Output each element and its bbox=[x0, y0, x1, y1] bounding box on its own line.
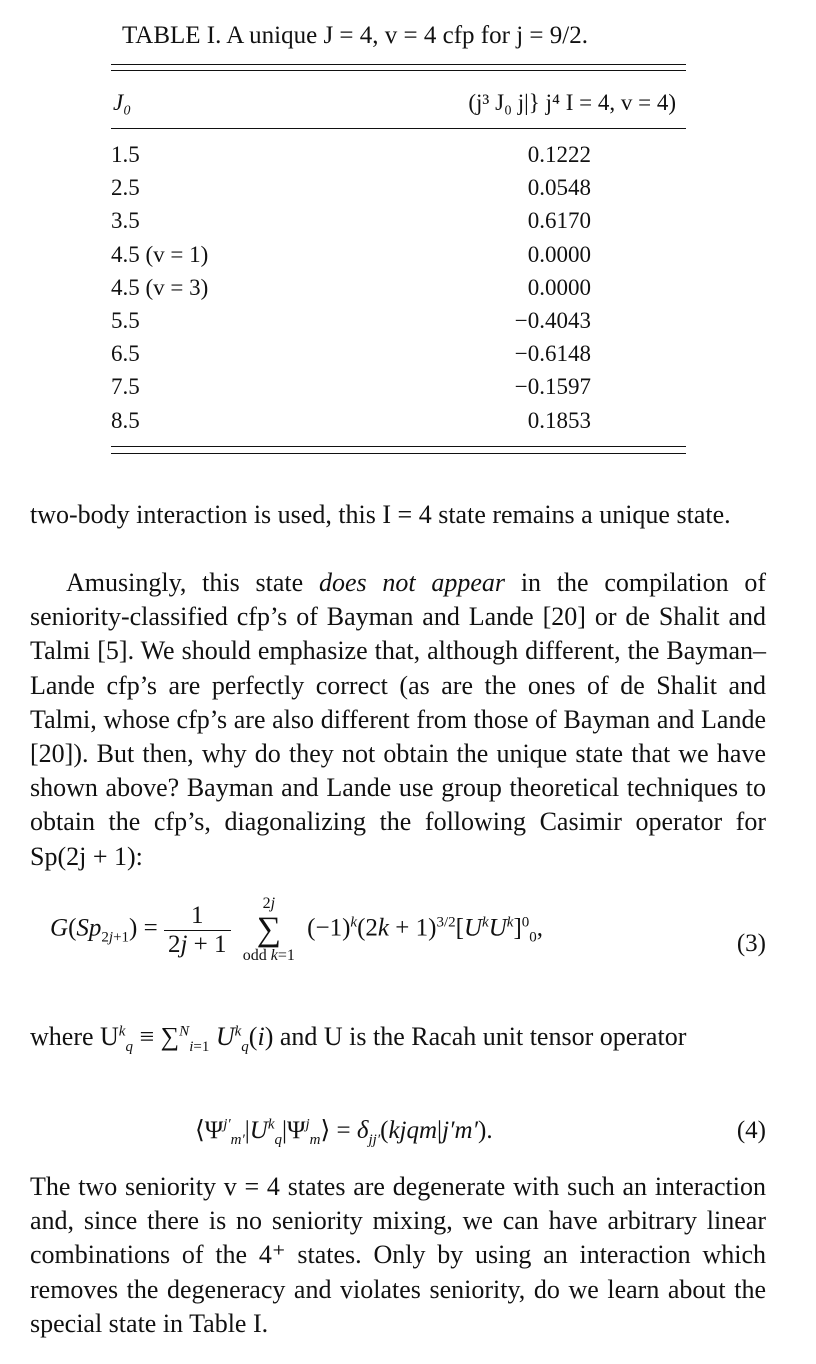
cfp-cell: 0.6170 bbox=[527, 208, 591, 234]
paragraph-1: two-body interaction is used, this I = 4 state remains a unique state. bbox=[30, 500, 731, 529]
table-bottom-rule-2 bbox=[111, 453, 686, 454]
cfp-cell: −0.4043 bbox=[514, 307, 591, 333]
table-row bbox=[111, 408, 591, 441]
j0-cell: 2.5 bbox=[111, 175, 140, 201]
cfp-cell: 0.0000 bbox=[527, 241, 591, 267]
j0-cell: 7.5 bbox=[111, 374, 140, 400]
cfp-cell: −0.6148 bbox=[514, 341, 591, 367]
equation-3-number: (3) bbox=[736, 930, 766, 957]
j0-cell: 6.5 bbox=[111, 341, 140, 367]
table-caption: TABLE I. A unique J = 4, v = 4 cfp for j = 9/2. bbox=[122, 22, 588, 49]
table-row bbox=[111, 308, 591, 341]
j0-cell: 4.5 (v = 3) bbox=[111, 274, 209, 300]
paragraph-4: The two seniority v = 4 states are degenerate with such an interaction and, since there is no seniority mixing, we can have arbitrary linear combinations of the 4⁺ states. Only by using an interaction which removes the degeneracy and violates seniority, do we learn about the special state in Table I. bbox=[30, 1172, 766, 1338]
j0-cell: 8.5 bbox=[111, 407, 140, 433]
table-header-rule bbox=[111, 128, 686, 129]
table-row bbox=[111, 175, 591, 208]
table-row bbox=[111, 208, 591, 241]
table-top-rule-2 bbox=[111, 70, 686, 71]
j0-cell: 4.5 (v = 1) bbox=[111, 241, 209, 267]
j0-cell: 5.5 bbox=[111, 307, 140, 333]
table-row bbox=[111, 275, 591, 308]
equation-3: $G(Sp_{2j+1})$ = $\frac{1}{2j + 1}$ 2j ∑ odd k=1 $(-1)^k(2k + 1)^{3/2}[U^kU^k]^0_0$, bbox=[50, 895, 544, 964]
table-row bbox=[111, 374, 591, 407]
equation-4: $⟨\Psi^{j'}_{m'}|U^k_q|\Psi^j_m⟩$ = $\delta_{jj'}(kjqm|j'm')$. bbox=[195, 1116, 493, 1148]
paragraph-2: Amusingly, this state does not appear in the compilation of seniority-classified cfp’s of Bayman and Lande [20] or de Shalit and Talmi [5]. We should emphasize that, although different, the Bayman–Lande cfp’s are perfectly correct (as are the ones of de Shalit and Talmi, whose cfp’s are also different from those of Bayman and Lande [20]). But then, why do they not obtain the unique state that we have shown above? Bayman and Lande use group theoretical techniques to obtain the cfp’s, diagonalizing the following Casimir operator for Sp(2j + 1): bbox=[30, 568, 767, 871]
paragraph-3: where $U^k_q \equiv \sum^N_{i=1}$ $U^k_q(i)$ and U is the Racah unit tensor operator bbox=[30, 1022, 687, 1056]
table-row bbox=[111, 242, 591, 275]
column-header-j0: J₀ bbox=[113, 90, 132, 115]
equation-4-number: (4) bbox=[736, 1117, 766, 1144]
cfp-cell: 0.0548 bbox=[527, 175, 591, 201]
cfp-cell: 0.1853 bbox=[527, 407, 591, 433]
table-row bbox=[111, 142, 591, 175]
j0-cell: 1.5 bbox=[111, 142, 140, 167]
table-bottom-rule-1 bbox=[111, 446, 686, 447]
table-top-rule-1 bbox=[111, 64, 686, 65]
emphasis: does not appear bbox=[318, 568, 506, 597]
column-header-cfp: (j³ J₀ j|} j⁴ I = 4, v = 4) bbox=[468, 90, 676, 115]
cfp-cell: −0.1597 bbox=[514, 374, 591, 400]
cfp-cell: 0.0000 bbox=[527, 274, 591, 300]
cfp-cell: 0.1222 bbox=[527, 142, 591, 167]
j0-cell: 3.5 bbox=[111, 208, 140, 234]
table-row bbox=[111, 341, 591, 374]
table-body bbox=[111, 142, 591, 441]
